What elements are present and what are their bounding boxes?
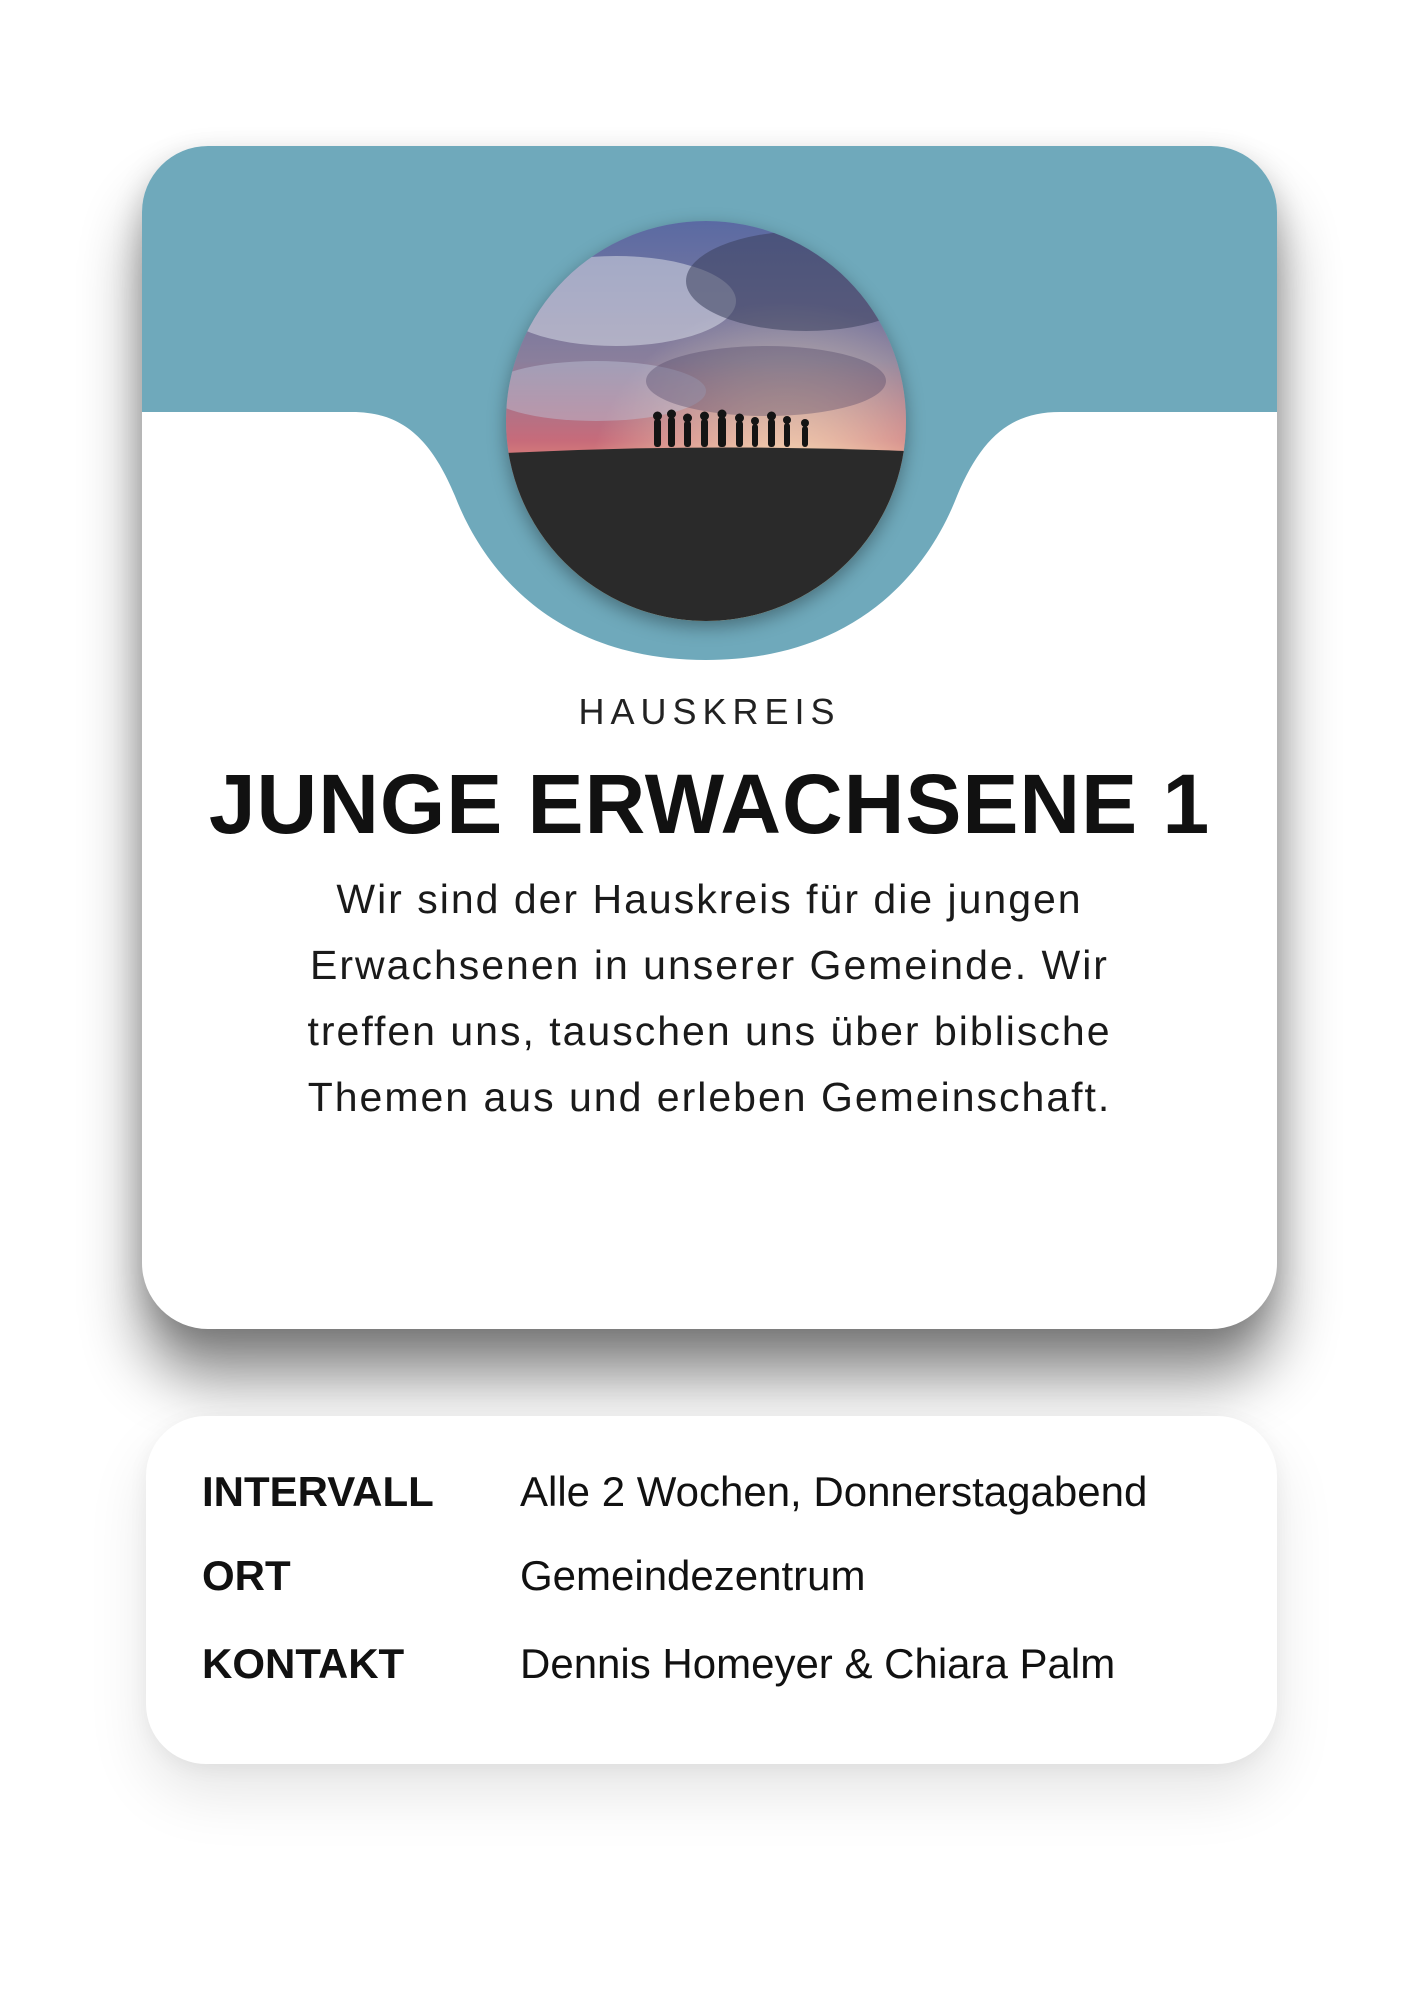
detail-value: Dennis Homeyer & Chiara Palm [520, 1640, 1116, 1687]
group-title: JUNGE ERWACHSENE 1 [208, 757, 1211, 851]
detail-value: Gemeindezentrum [520, 1552, 866, 1599]
detail-label: KONTAKT [202, 1640, 405, 1687]
description-line: Wir sind der Hauskreis für die jungen [336, 876, 1083, 922]
group-card [142, 146, 1277, 1329]
detail-row-intervall [202, 1468, 1257, 1528]
description-line: Themen aus und erleben Gemeinschaft. [307, 1074, 1112, 1120]
category-label: HAUSKREIS [578, 691, 841, 732]
detail-row-kontakt [202, 1640, 1257, 1700]
detail-label: ORT [202, 1552, 291, 1599]
detail-label: INTERVALL [202, 1468, 434, 1515]
description-line: Erwachsenen in unserer Gemeinde. Wir [310, 942, 1109, 988]
group-description [212, 866, 1207, 1130]
group-photo [506, 221, 906, 621]
detail-row-ort [202, 1552, 1257, 1612]
details-panel [146, 1416, 1277, 1764]
detail-value: Alle 2 Wochen, Donnerstagabend [520, 1468, 1148, 1515]
description-line: treffen uns, tauschen uns über biblische [307, 1008, 1112, 1054]
